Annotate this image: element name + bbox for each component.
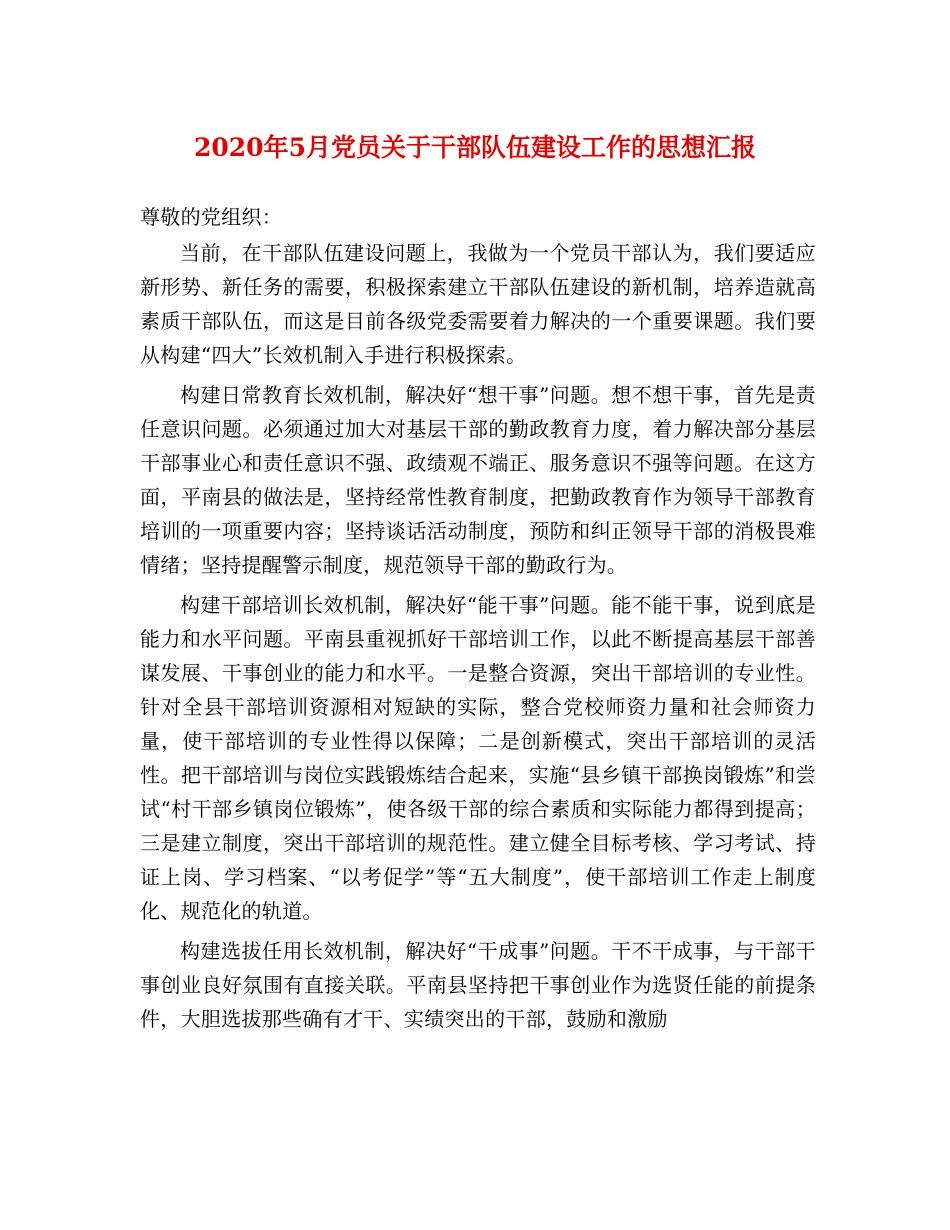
paragraph-selection-appointment: 构建选拔任用长效机制，解决好“干成事”问题。干不干成事，与干部干事创业良好氛围有直接关联。平南县坚持把干事创业作为选贤任能的前提条件，大胆选拔那些确有才干、实绩突出的干部，鼓励和激励 — [140, 939, 816, 1031]
document-body — [140, 200, 816, 1042]
paragraph-intro: 当前，在干部队伍建设问题上，我做为一个党员干部认为，我们要适应新形势、新任务的需要，积极探索建立干部队伍建设的新机制，培养造就高素质干部队伍，而这是目前各级党委需要着力解决的一个重要课题。我们要从构建“四大”长效机制入手进行积极探索。 — [140, 241, 816, 367]
document-title: 2020年5月党员关于干部队伍建设工作的思想汇报 — [194, 133, 756, 162]
salutation: 尊敬的党组织： — [140, 205, 283, 229]
paragraph-daily-education: 构建日常教育长效机制，解决好“想干事”问题。想不想干事，首先是责任意识问题。必须通过加大对基层干部的勤政教育力度，着力解决部分基层干部事业心和责任意识不强、政绩观不端正、服务意识不强等问题。在这方面，平南县的做法是，坚持经常性教育制度，把勤政教育作为领导干部教育培训的一项重要内容；坚持谈话活动制度，预防和纠正领导干部的消极畏难情绪；坚持提醒警示制度，规范领导干部的勤政行为。 — [140, 383, 816, 577]
paragraph-cadre-training: 构建干部培训长效机制，解决好“能干事”问题。能不能干事，说到底是能力和水平问题。平南县重视抓好干部培训工作，以此不断提高基层干部善谋发展、干事创业的能力和水平。一是整合资源，突出干部培训的专业性。针对全县干部培训资源相对短缺的实际，整合党校师资力量和社会师资力量，使干部培训的专业性得以保障；二是创新模式，突出干部培训的灵活性。把干部培训与岗位实践锻炼结合起来，实施“县乡镇干部换岗锻炼”和尝试“村干部乡镇岗位锻炼”，使各级干部的综合素质和实际能力都得到提高；三是建立制度，突出干部培训的规范性。建立健全目标考核、学习考试、持证上岗、学习档案、“以考促学”等“五大制度”，使干部培训工作走上制度化、规范化的轨道。 — [140, 593, 816, 923]
